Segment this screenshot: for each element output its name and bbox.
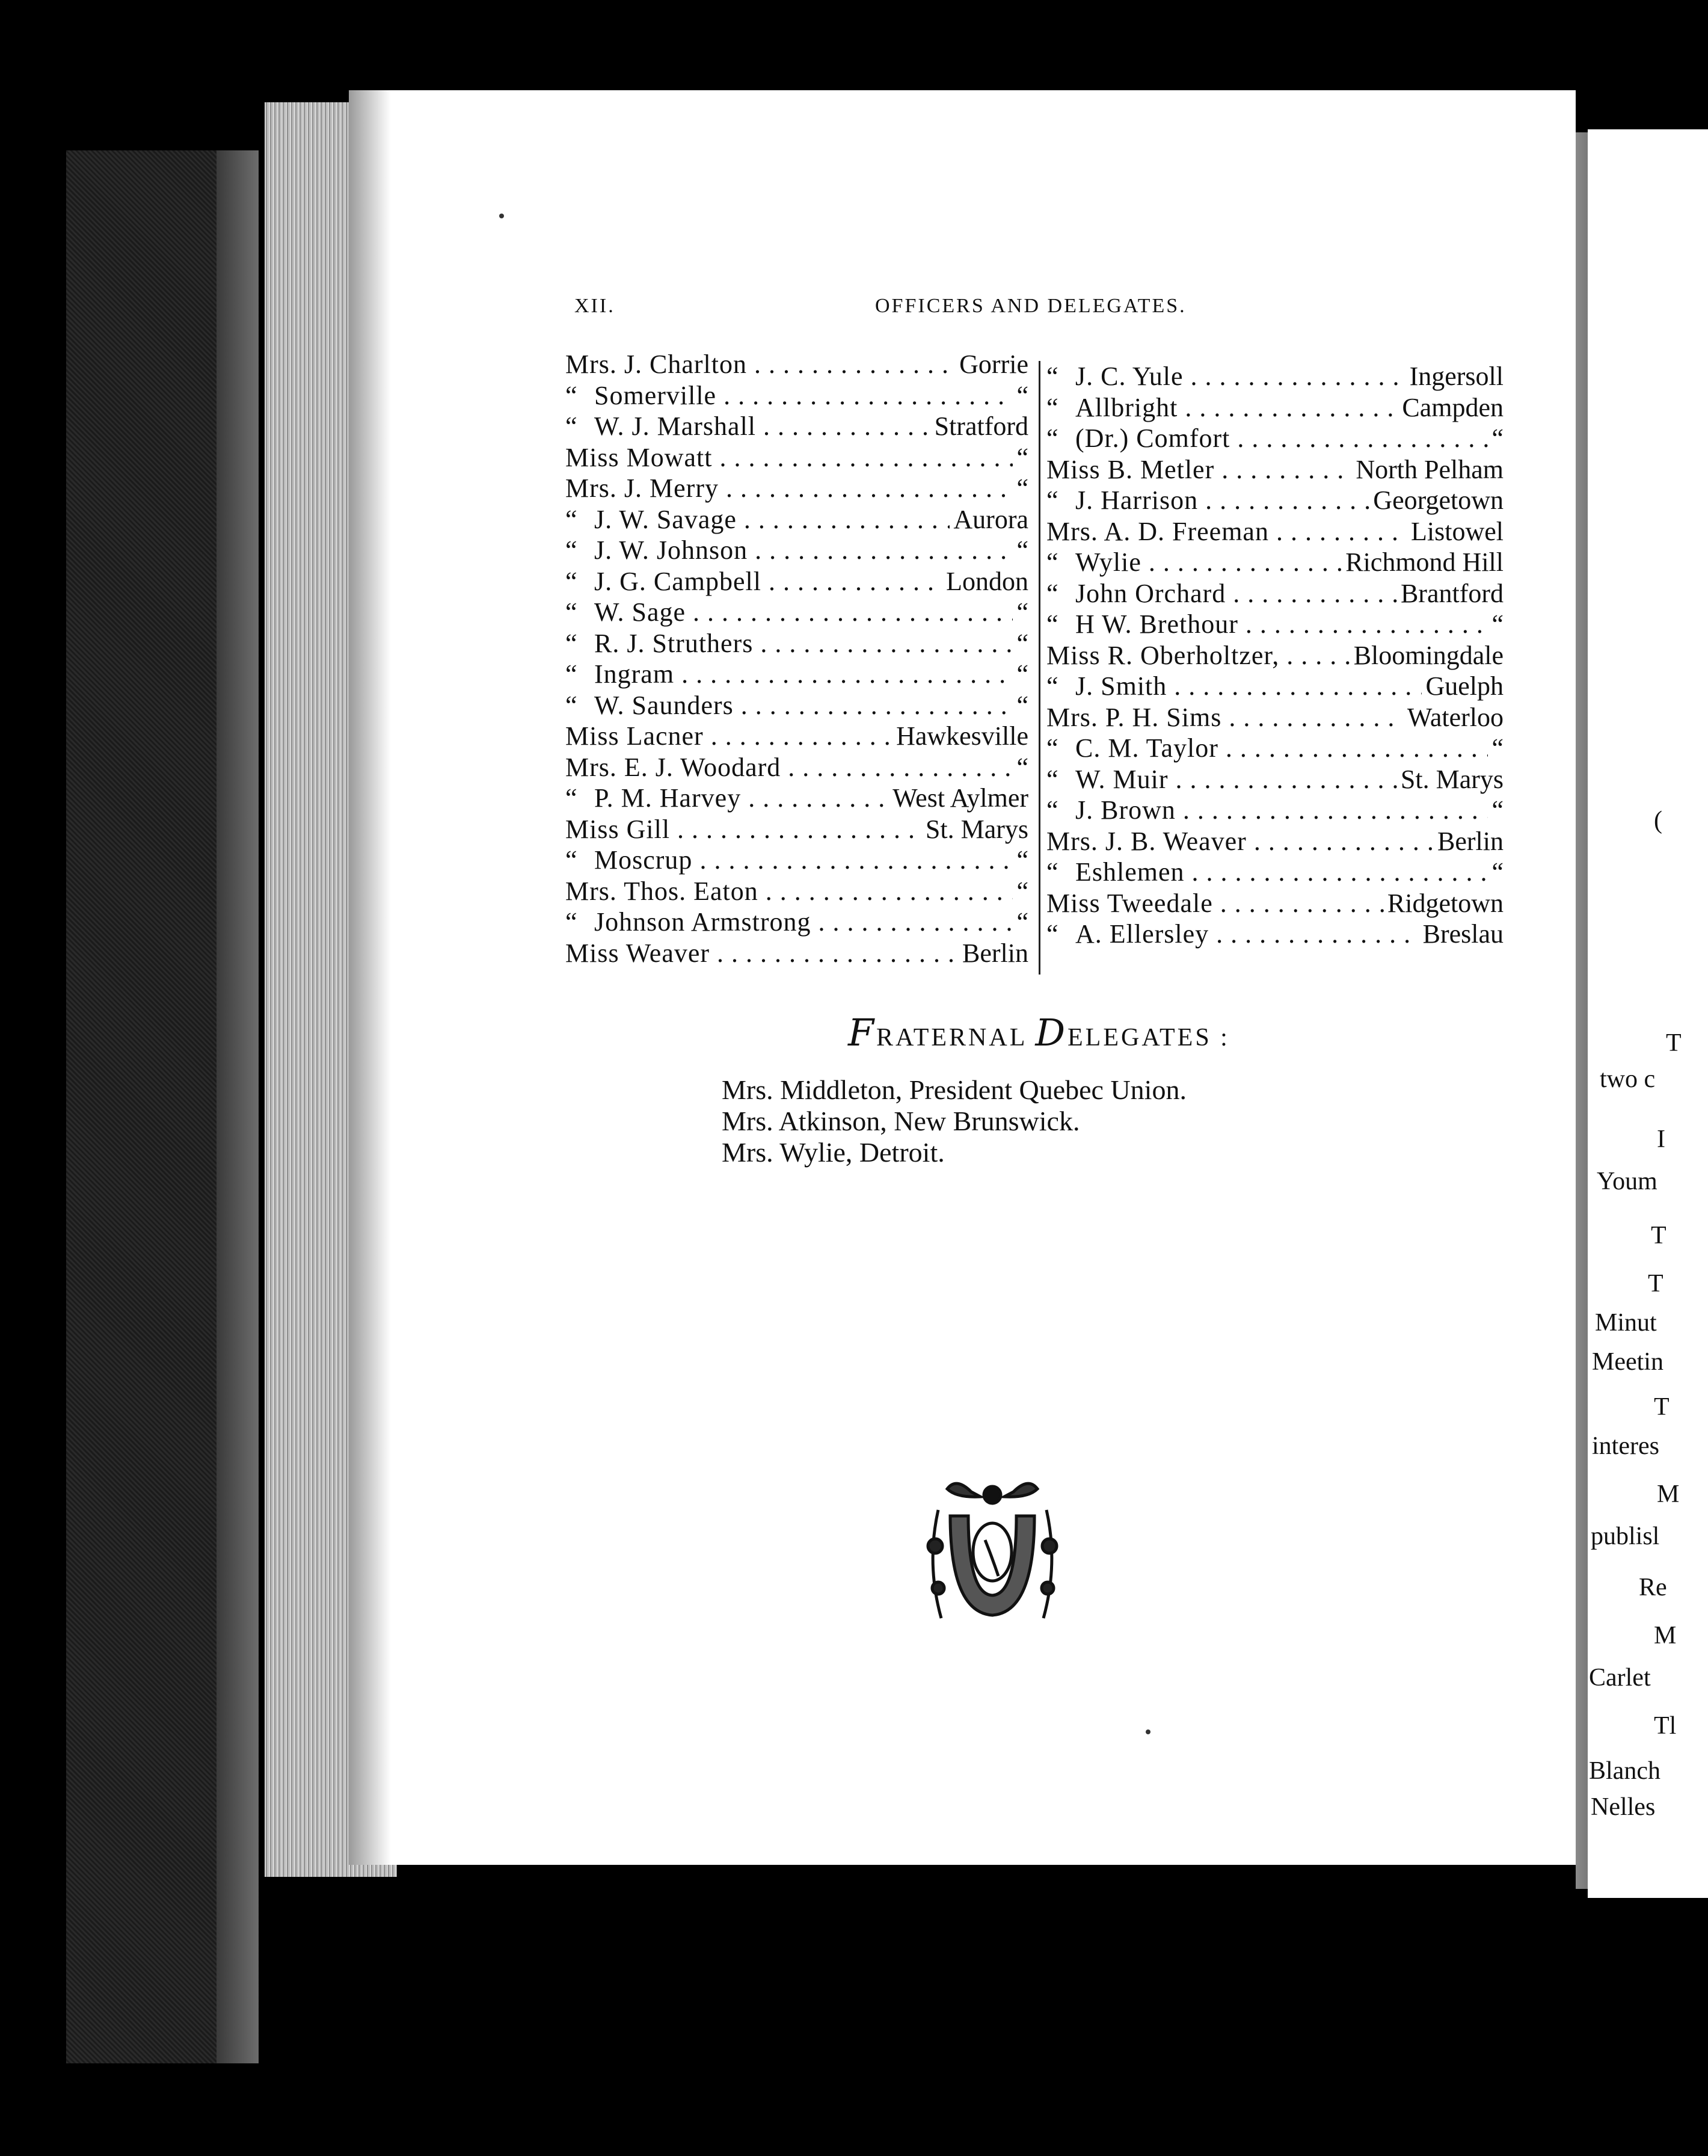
delegate-place: Brantford <box>1400 578 1504 608</box>
delegate-row <box>565 690 1028 721</box>
delegate-place: “ <box>1491 609 1504 639</box>
delegate-name: (Dr.) Comfort . . . <box>1075 423 1488 454</box>
delegate-row <box>1046 826 1504 857</box>
delegate-name: R. J. Struthers . . . <box>594 628 1013 659</box>
fraternal-delegate: Mrs. Atkinson, New Brunswick. <box>722 1106 1080 1136</box>
delegate-name: J. Brown . . . <box>1075 795 1488 826</box>
delegate-row <box>1046 764 1504 795</box>
ditto-mark: “ <box>565 380 577 410</box>
ditto-mark: “ <box>1046 609 1058 639</box>
delegate-row <box>565 628 1028 659</box>
delegate-name: Miss Gill . . . <box>565 814 922 845</box>
delegate-row <box>565 566 1028 597</box>
ditto-mark: “ <box>1046 671 1058 701</box>
delegate-name: Miss Mowatt . . . <box>565 442 1013 473</box>
delegates-left-column <box>565 349 1028 969</box>
ditto-mark: “ <box>565 566 577 596</box>
delegate-place: “ <box>1016 628 1028 658</box>
facing-page-fragment: Tl <box>1654 1712 1677 1740</box>
delegate-row <box>565 814 1028 845</box>
delegate-row <box>1046 423 1504 454</box>
delegate-row <box>1046 857 1504 888</box>
delegate-row <box>565 442 1028 473</box>
delegate-row <box>1046 702 1504 733</box>
delegate-row <box>565 721 1028 752</box>
delegate-row <box>565 752 1028 783</box>
delegate-row <box>565 535 1028 566</box>
delegate-row <box>1046 485 1504 516</box>
delegate-name: Mrs. P. H. Sims . . . <box>1046 702 1404 733</box>
delegate-name: C. M. Taylor . . . <box>1075 733 1488 764</box>
ditto-mark: “ <box>1046 919 1058 949</box>
facing-page-fragment: publisl <box>1591 1523 1660 1550</box>
delegate-place: Breslau <box>1422 919 1504 949</box>
ditto-mark: “ <box>1046 578 1058 608</box>
delegate-place: Georgetown <box>1373 485 1504 515</box>
delegate-name: W. Sage . . . <box>594 597 1013 628</box>
delegate-place: “ <box>1016 442 1028 472</box>
facing-page-fragment: T <box>1648 1270 1663 1298</box>
delegate-name: J. W. Savage . . . <box>594 504 950 535</box>
delegate-place: Bloomingdale <box>1353 640 1504 670</box>
facing-page <box>1588 129 1708 1898</box>
ditto-mark: “ <box>1046 485 1058 515</box>
delegate-row <box>565 876 1028 907</box>
ditto-mark: “ <box>1046 392 1058 422</box>
delegate-row <box>565 380 1028 411</box>
delegate-place: “ <box>1016 690 1028 720</box>
delegate-place: “ <box>1016 752 1028 782</box>
facing-page-fragment: two c <box>1600 1065 1656 1093</box>
delegate-name: W. Saunders . . . <box>594 690 1013 721</box>
ditto-mark: “ <box>565 907 577 937</box>
delegate-row <box>565 473 1028 504</box>
facing-page-fragment: Youm <box>1597 1168 1657 1195</box>
fraternal-delegates-list <box>722 1074 1187 1168</box>
delegate-name: Miss B. Metler . . . <box>1046 454 1352 485</box>
facing-page-fragment: M <box>1657 1480 1680 1508</box>
delegate-name: W. Muir . . . <box>1075 764 1397 795</box>
delegate-name: Wylie . . . <box>1075 547 1342 578</box>
ditto-mark: “ <box>565 628 577 658</box>
delegate-place: West Aylmer <box>892 783 1028 813</box>
delegate-place: “ <box>1491 857 1504 887</box>
delegate-name: Mrs. J. Merry . . . <box>565 473 1013 504</box>
delegate-row <box>1046 609 1504 640</box>
ditto-mark: “ <box>1046 424 1058 453</box>
delegate-row <box>1046 578 1504 609</box>
delegates-right-column <box>1046 361 1504 950</box>
gutter-shadow <box>349 90 391 1865</box>
ditto-mark: “ <box>1046 547 1058 577</box>
delegate-name: J. G. Campbell . . . <box>594 566 942 597</box>
book-cover-cloth <box>66 150 241 2063</box>
facing-page-fragment: interes <box>1592 1432 1659 1460</box>
page-number: XII. <box>574 295 615 317</box>
fraternal-delegate: Mrs. Wylie, Detroit. <box>722 1137 945 1168</box>
delegate-name: Miss Weaver . . . <box>565 938 959 969</box>
heading-initial-d: D <box>1035 1011 1068 1055</box>
ditto-mark: “ <box>565 690 577 720</box>
column-divider <box>1039 361 1040 975</box>
ditto-mark: “ <box>565 659 577 689</box>
delegate-name: J. W. Johnson . . . <box>594 535 1013 566</box>
ditto-mark: “ <box>1046 857 1058 887</box>
delegate-name: P. M. Harvey . . . <box>594 783 889 814</box>
delegate-place: “ <box>1016 597 1028 627</box>
delegate-row <box>1046 919 1504 950</box>
delegate-place: “ <box>1491 424 1504 453</box>
heading-initial-f: F <box>848 1011 877 1055</box>
delegate-name: Mrs. Thos. Eaton . . . <box>565 876 1013 907</box>
ditto-mark: “ <box>565 535 577 565</box>
delegate-row <box>1046 888 1504 919</box>
facing-page-fragment: T <box>1651 1222 1667 1249</box>
delegate-name: Eshlemen . . . <box>1075 857 1488 888</box>
facing-page-fragment: T <box>1654 1393 1670 1421</box>
delegate-row <box>565 504 1028 535</box>
ditto-mark: “ <box>565 504 577 534</box>
delegate-place: Waterloo <box>1407 702 1504 732</box>
delegate-name: Mrs. J. Charlton . . . <box>565 349 956 380</box>
delegate-place: London <box>946 566 1028 596</box>
delegate-place: Campden <box>1402 392 1504 422</box>
delegate-place: “ <box>1491 795 1504 825</box>
delegate-place: “ <box>1016 845 1028 875</box>
ditto-mark: “ <box>565 597 577 627</box>
heading-word-1: RATERNAL <box>876 1024 1027 1052</box>
delegate-row <box>565 411 1028 442</box>
delegate-place: Berlin <box>962 938 1028 968</box>
delegate-place: Ridgetown <box>1387 888 1504 918</box>
ditto-mark: “ <box>1046 733 1058 763</box>
ditto-mark: “ <box>565 845 577 875</box>
delegate-place: Stratford <box>934 411 1028 441</box>
delegate-row <box>1046 671 1504 702</box>
delegate-place: St. Marys <box>1400 764 1504 794</box>
delegate-place: Hawkesville <box>896 721 1028 751</box>
ditto-mark: “ <box>565 783 577 813</box>
delegate-place: Guelph <box>1425 671 1504 701</box>
facing-page-fragment: Blanch <box>1589 1757 1660 1785</box>
speck <box>1146 1729 1150 1734</box>
delegate-row <box>1046 516 1504 547</box>
delegate-row <box>1046 392 1504 424</box>
fraternal-delegates-heading <box>848 1011 1230 1055</box>
delegate-place: “ <box>1016 380 1028 410</box>
facing-page-fragment: I <box>1657 1126 1665 1153</box>
delegate-row <box>1046 454 1504 485</box>
delegate-name: Mrs. A. D. Freeman . . . <box>1046 516 1407 547</box>
heading-word-2: ELEGATES : <box>1068 1024 1230 1052</box>
delegate-name: W. J. Marshall . . . <box>594 411 931 442</box>
ditto-mark: “ <box>565 411 577 441</box>
delegate-name: Mrs. E. J. Woodard . . . <box>565 752 1013 783</box>
delegate-row <box>1046 795 1504 826</box>
book-spine-edge <box>217 150 259 2063</box>
delegate-row <box>1046 361 1504 392</box>
delegate-name: J. C. Yule . . . <box>1075 361 1406 392</box>
delegate-place: “ <box>1016 473 1028 503</box>
delegate-place: “ <box>1491 733 1504 763</box>
ditto-mark: “ <box>1046 362 1058 391</box>
delegate-row <box>565 349 1028 380</box>
delegate-place: “ <box>1016 876 1028 906</box>
delegate-place: Berlin <box>1437 826 1504 856</box>
delegate-row <box>565 597 1028 628</box>
delegate-row <box>565 907 1028 938</box>
delegate-place: “ <box>1016 907 1028 937</box>
delegate-row <box>1046 733 1504 764</box>
running-title: OFFICERS AND DELEGATES. <box>875 295 1187 317</box>
delegate-row <box>1046 547 1504 578</box>
facing-page-fragment: T <box>1666 1029 1682 1057</box>
delegate-name: Miss R. Oberholtzer, . . . <box>1046 640 1350 671</box>
delegate-place: Aurora <box>953 504 1028 534</box>
delegate-place: North Pelham <box>1356 454 1504 484</box>
delegate-name: Moscrup . . . <box>594 845 1013 876</box>
delegate-name: Mrs. J. B. Weaver . . . <box>1046 826 1434 857</box>
speck <box>499 214 504 218</box>
delegate-row <box>565 783 1028 814</box>
ditto-mark: “ <box>1046 764 1058 794</box>
delegate-name: J. Smith . . . <box>1075 671 1422 702</box>
delegate-name: Miss Lacner . . . <box>565 721 892 752</box>
delegate-name: John Orchard . . . <box>1075 578 1397 609</box>
delegate-name: J. Harrison . . . <box>1075 485 1369 516</box>
delegate-place: Richmond Hill <box>1345 547 1504 577</box>
delegate-row <box>565 938 1028 969</box>
delegate-name: Somerville . . . <box>594 380 1013 411</box>
delegate-place: Gorrie <box>959 350 1028 379</box>
ditto-mark: “ <box>1046 795 1058 825</box>
facing-page-fragment: Meetin <box>1592 1348 1663 1376</box>
facing-page-fragment: Nelles <box>1591 1793 1656 1821</box>
delegate-place: Ingersoll <box>1409 362 1504 391</box>
facing-page-fragment: Carlet <box>1589 1664 1651 1692</box>
delegate-name: Ingram . . . <box>594 659 1013 690</box>
facing-page-fragment: Minut <box>1595 1309 1657 1337</box>
horseshoe-bow-ornament-icon <box>914 1474 1071 1636</box>
delegate-place: “ <box>1016 659 1028 689</box>
delegate-name: Miss Tweedale . . . <box>1046 888 1384 919</box>
delegate-row <box>565 845 1028 876</box>
delegate-name: A. Ellersley . . . <box>1075 919 1419 950</box>
delegate-row <box>1046 640 1504 671</box>
facing-page-fragment: Re <box>1639 1574 1667 1601</box>
delegate-place: St. Marys <box>925 814 1028 844</box>
delegate-name: Johnson Armstrong . . . <box>594 907 1013 938</box>
delegate-row <box>565 659 1028 690</box>
facing-page-fragment: ( <box>1654 807 1662 834</box>
delegate-place: “ <box>1016 535 1028 565</box>
delegate-place: Listowel <box>1411 516 1504 546</box>
fraternal-delegate: Mrs. Middleton, President Quebec Union. <box>722 1074 1187 1105</box>
delegate-name: H W. Brethour . . . <box>1075 609 1488 640</box>
facing-page-fragment: M <box>1654 1622 1677 1649</box>
delegate-name: Allbright . . . <box>1075 392 1398 424</box>
